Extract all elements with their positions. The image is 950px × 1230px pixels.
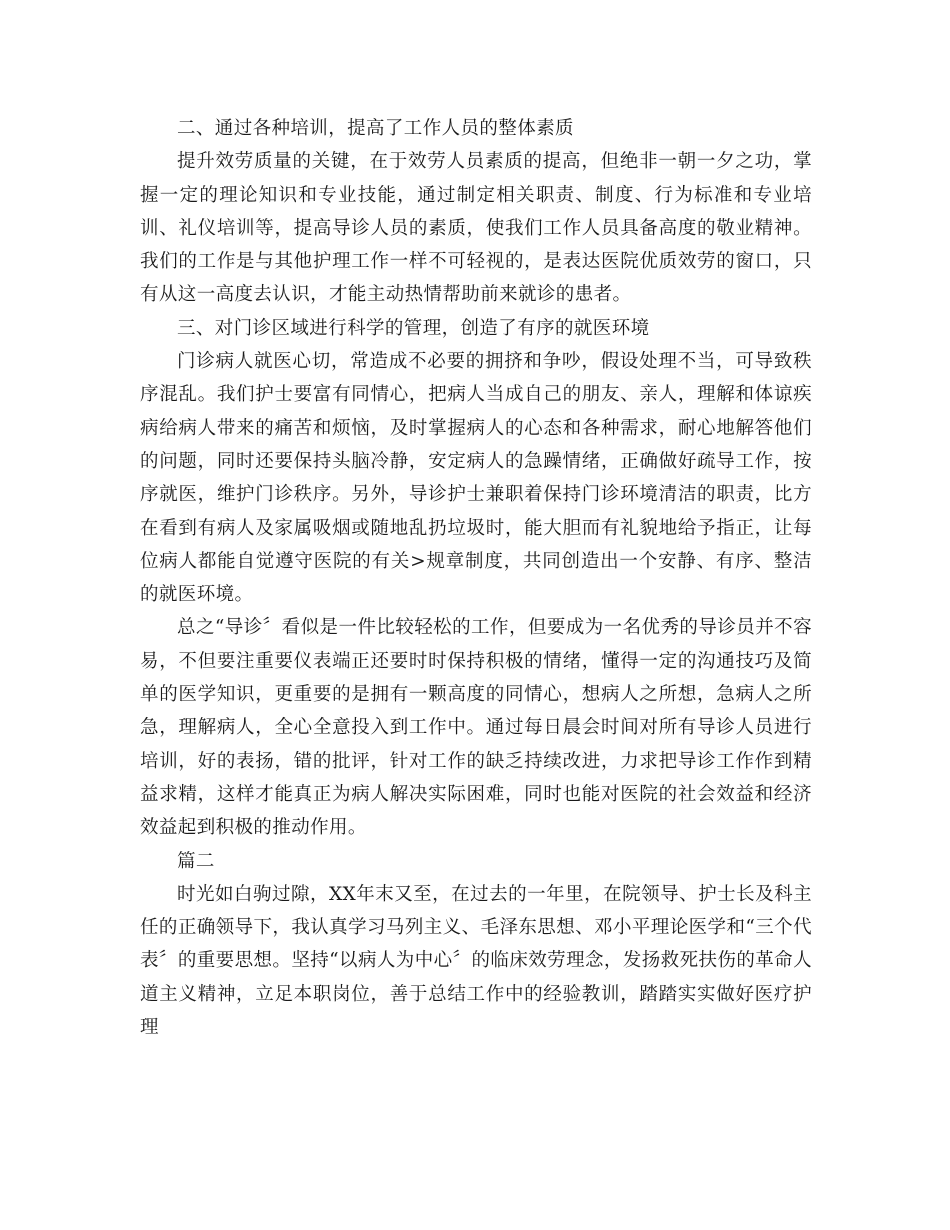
section-heading-training: 二、通过各种培训，提高了工作人员的整体素质	[177, 118, 574, 139]
section-heading-part-two: 篇二	[177, 850, 215, 872]
paragraph-summary: 总之“导诊〞看似是一件比较轻松的工作，但要成为一名优秀的导诊员并不容易，不但要注重要仪表端正还要时时保持积极的情绪，懂得一定的沟通技巧及简单的医学知识，更重要的是拥有一颗高度的同情心，想病人之所想，急病人之所急，理解病人，全心全意投入到工作中。通过每日晨会时间对所有导诊人员进行培训，好的表扬，错的批评，针对工作的缺乏持续改进，力求把导诊工作作到精益求精，这样才能真正为病人解决实际困难，同时也能对医院的社会效益和经济效益起到积极的推动作用。	[140, 617, 812, 839]
document-page	[140, 112, 812, 1044]
paragraph-part-two: 时光如白驹过隙，XX年末又至，在过去的一年里，在院领导、护士长及科主任的正确领导下，我认真学习马列主义、毛泽东思想、邓小平理论医学和“三个代表〞的重要思想。坚持“以病人为中心〞的临床效劳理念，发扬救死扶伤的革命人道主义精神，立足本职岗位，善于总结工作中的经验教训，踏踏实实做好医疗护理	[140, 883, 812, 1039]
section-heading-clinic-management: 三、对门诊区域进行科学的管理，创造了有序的就医环境	[177, 317, 650, 339]
paragraph-training: 提升效劳质量的关键，在于效劳人员素质的提高，但绝非一朝一夕之功，掌握一定的理论知识和专业技能，通过制定相关职责、制度、行为标准和专业培训、礼仪培训等，提高导诊人员的素质，使我们工作人员具备高度的敬业精神。我们的工作是与其他护理工作一样不可轻视的，是表达医院优质效劳的窗口，只有从这一高度去认识，才能主动热情帮助前来就诊的患者。	[140, 151, 812, 306]
paragraph-clinic-management: 门诊病人就医心切，常造成不必要的拥挤和争吵，假设处理不当，可导致秩序混乱。我们护士要富有同情心，把病人当成自己的朋友、亲人，理解和体谅疾病给病人带来的痛苦和烦恼，及时掌握病人的心态和各种需求，耐心地解答他们的问题，同时还要保持头脑冷静，安定病人的急躁情绪，正确做好疏导工作，按序就医，维护门诊秩序。另外，导诊护士兼职着保持门诊环境清洁的职责，比方在看到有病人及家属吸烟或随地乱扔垃圾时，能大胆而有礼貌地给予指正，让每位病人都能自觉遵守医院的有关>规章制度，共同创造出一个安静、有序、整洁的就医环境。	[140, 351, 812, 606]
